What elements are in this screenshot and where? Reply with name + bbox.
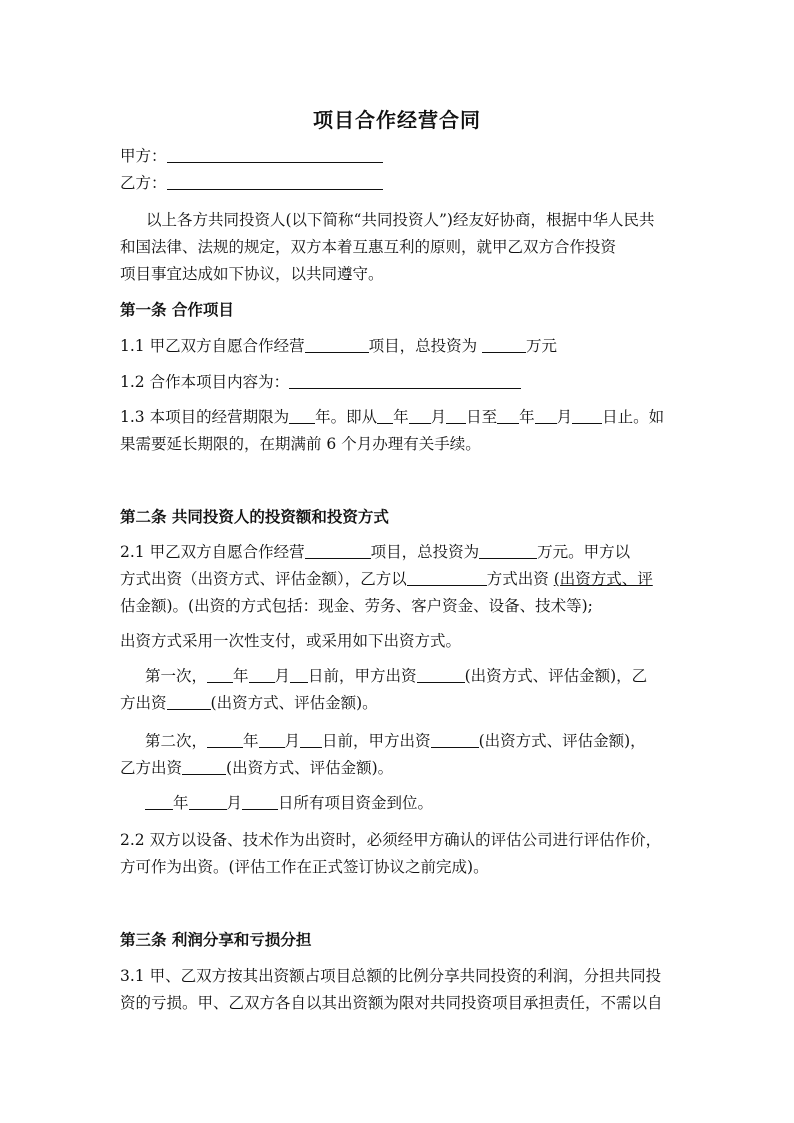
clause-1-1-text-a: 1.1 甲乙双方自愿合作经营 (120, 337, 305, 355)
all-funds-text-c: 日所有项目资金到位。 (278, 794, 434, 812)
clause-1-1-text-c: 万元 (526, 337, 558, 355)
second-year-blank[interactable] (207, 731, 243, 748)
party-b-label: 乙方： (120, 174, 167, 192)
first-party-a-blank[interactable] (417, 666, 465, 683)
clause-1-3-text-a: 1.3 本项目的经营期限为 (120, 408, 290, 426)
all-funds-line (145, 792, 710, 814)
second-text-b: 年 (243, 732, 259, 750)
article-2-heading: 第二条 共同投资人的投资额和投资方式 (120, 507, 389, 526)
first-text-a: 第一次， (145, 667, 208, 685)
all-funds-text-b: 月 (226, 794, 243, 812)
document-title: 项目合作经营合同 (313, 108, 481, 132)
clause-2-1-line-1 (120, 541, 685, 563)
second-party-b-blank[interactable] (182, 758, 226, 775)
clause-1-3-text-d: 月 (430, 408, 447, 426)
first-day-blank[interactable] (290, 666, 308, 683)
clause-1-2 (120, 371, 685, 393)
start-year-blank[interactable] (377, 407, 393, 424)
end-month-blank[interactable] (535, 407, 557, 424)
lump-sum-line: 出资方式采用一次性支付，或采用如下出资方式。 (120, 632, 462, 650)
second-text-l2b: (出资方式、评估金额)。 (226, 759, 394, 777)
clause-1-2-text: 1.2 合作本项目内容为： (120, 373, 290, 391)
clause-2-1-text-l2b: 方式出资 (486, 570, 554, 588)
clause-2-1-text-l2c: (出资方式、评 (553, 570, 653, 588)
clause-2-1-line-3: 估金额)。(出资的方式包括：现金、劳务、客户资金、设备、技术等); (120, 597, 593, 615)
intro-line-3: 项目事宜达成如下协议，以共同遵守。 (120, 265, 384, 283)
second-text-a: 第二次， (145, 732, 208, 750)
all-funds-year-blank[interactable] (145, 793, 173, 810)
second-month-blank[interactable] (259, 731, 285, 748)
start-day-blank[interactable] (446, 407, 466, 424)
clause-3-1-line-1: 3.1 甲、乙双方按其出资额占项目总额的比例分享共同投资的利润，分担共同投 (120, 967, 662, 985)
second-text-d: 日前，甲方出资 (322, 732, 431, 750)
all-funds-day-blank[interactable] (242, 793, 278, 810)
second-installment-line-2 (120, 757, 685, 779)
clause-2-1-text-a: 2.1 甲乙双方自愿合作经营 (120, 543, 305, 561)
clause-1-3-text-b: 年。即从 (315, 408, 378, 426)
total-investment-blank[interactable] (482, 336, 526, 353)
second-text-l2a: 乙方出资 (120, 759, 183, 777)
clause-1-3-text-c: 年 (393, 408, 409, 426)
first-month-blank[interactable] (249, 666, 275, 683)
clause-2-2-line-2: 方可作为出资。(评估工作在正式签订协议之前完成)。 (120, 858, 489, 876)
clause-2-1-text-b: 项目，总投资为 (370, 543, 480, 561)
party-b-blank[interactable] (167, 173, 383, 190)
clause-1-3-line-2: 果需要延长期限的，在期满前 6 个月办理有关手续。 (120, 435, 481, 453)
second-day-blank[interactable] (300, 731, 322, 748)
first-text-b: 年 (233, 667, 249, 685)
first-installment-line-2 (120, 692, 685, 714)
party-b-line (120, 172, 685, 194)
first-party-b-blank[interactable] (167, 693, 211, 710)
all-funds-month-blank[interactable] (189, 793, 227, 810)
intro-line-1: 以上各方共同投资人(以下简称“共同投资人”)经友好协商，根据中华人民共 (146, 211, 655, 229)
project-content-blank[interactable] (289, 372, 521, 389)
clause-1-1 (120, 335, 685, 357)
clause-2-2-line-1: 2.2 双方以设备、技术作为出资时，必须经甲方确认的评估公司进行评估作价， (120, 831, 662, 849)
party-a-label: 甲方： (120, 147, 167, 165)
clause-1-3-text-g: 月 (556, 408, 573, 426)
clause-1-1-text-b: 项目，总投资为 (368, 337, 483, 355)
second-text-c: 月 (284, 732, 301, 750)
party-a-line (120, 145, 685, 167)
first-text-c: 月 (274, 667, 291, 685)
article-3-heading: 第三条 利润分享和亏损分担 (120, 930, 312, 949)
first-text-l2a: 方出资 (120, 694, 167, 712)
intro-line-2: 和国法律、法规的规定，双方本着互惠互利的原则，就甲乙双方合作投资 (120, 238, 617, 256)
total-investment-blank-2[interactable] (479, 542, 537, 559)
clause-1-3 (120, 406, 685, 428)
first-text-e: (出资方式、评估金额)，乙 (464, 667, 648, 685)
clause-3-1-line-2: 资的亏损。甲、乙双方各自以其出资额为限对共同投资项目承担责任，不需以自 (120, 994, 663, 1012)
first-text-l2b: (出资方式、评估金额)。 (210, 694, 378, 712)
article-1-heading: 第一条 合作项目 (120, 300, 234, 319)
first-text-d: 日前，甲方出资 (308, 667, 417, 685)
end-day-blank[interactable] (572, 407, 602, 424)
first-installment-line-1 (145, 665, 710, 687)
end-year-blank[interactable] (497, 407, 519, 424)
project-name-blank[interactable] (305, 336, 369, 353)
all-funds-text-a: 年 (173, 794, 189, 812)
second-text-e: (出资方式、评估金额)， (478, 732, 646, 750)
clause-2-1-text-c: 万元。甲方以 (537, 543, 631, 561)
party-a-blank[interactable] (167, 146, 383, 163)
second-installment-line-1 (145, 730, 710, 752)
second-party-a-blank[interactable] (431, 731, 479, 748)
party-b-contribution-blank[interactable] (407, 569, 487, 586)
start-month-blank[interactable] (409, 407, 431, 424)
project-name-blank-2[interactable] (305, 542, 371, 559)
clause-2-1-text-l2a: 方式出资（出资方式、评估金额），乙方以 (120, 570, 407, 588)
clause-1-3-text-f: 年 (519, 408, 535, 426)
clause-1-3-text-h: 日止。如 (602, 408, 665, 426)
clause-2-1-line-2 (120, 568, 685, 590)
term-years-blank[interactable] (289, 407, 315, 424)
clause-1-3-text-e: 日至 (466, 408, 498, 426)
first-year-blank[interactable] (207, 666, 233, 683)
